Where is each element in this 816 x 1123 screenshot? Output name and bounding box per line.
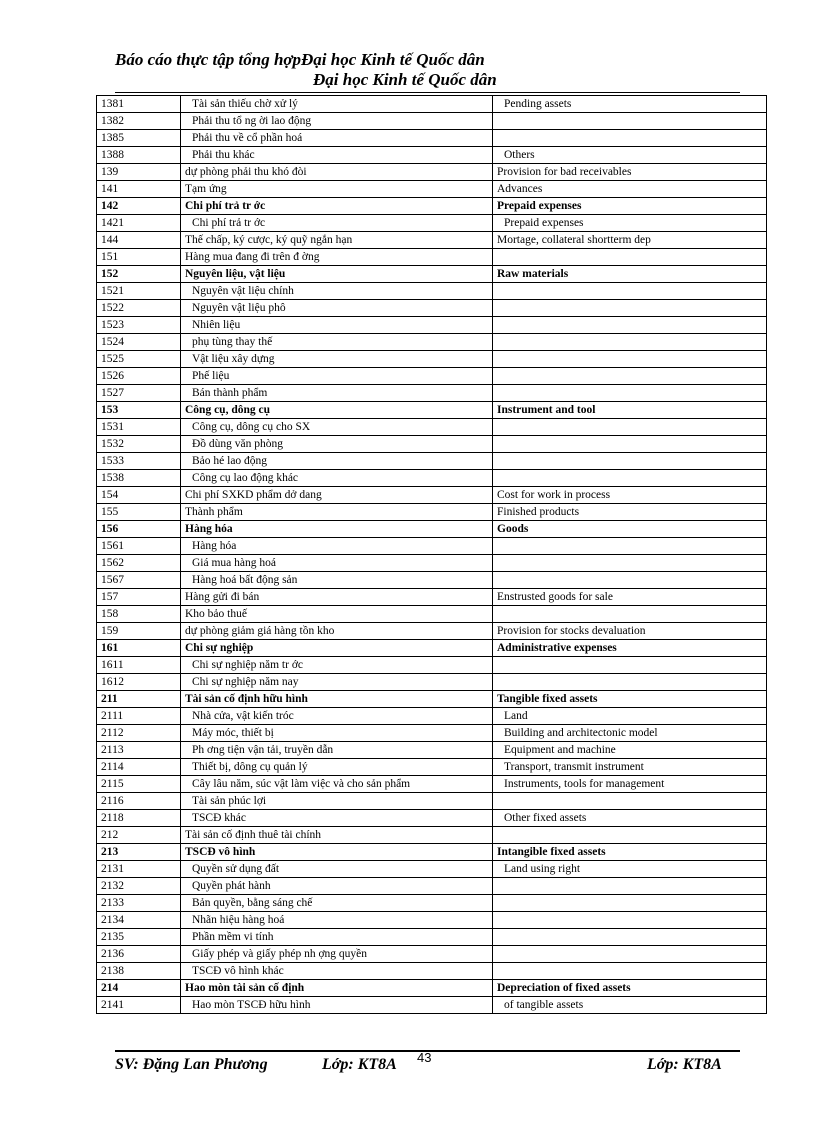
table-row bbox=[97, 232, 767, 249]
account-name-vn: Đồ dùng văn phòng bbox=[181, 436, 493, 453]
account-name-vn: Quyền phát hành bbox=[181, 878, 493, 895]
account-code: 151 bbox=[97, 249, 181, 266]
account-code: 213 bbox=[97, 844, 181, 861]
account-name-en bbox=[493, 929, 767, 946]
table-row bbox=[97, 980, 767, 997]
table-row bbox=[97, 181, 767, 198]
account-code: 2114 bbox=[97, 759, 181, 776]
account-name-vn: dự phòng phải thu khó đòi bbox=[181, 164, 493, 181]
account-name-en: Land using right bbox=[493, 861, 767, 878]
account-code: 2141 bbox=[97, 997, 181, 1014]
account-code: 142 bbox=[97, 198, 181, 215]
account-name-en bbox=[493, 113, 767, 130]
table-row bbox=[97, 776, 767, 793]
account-name-vn: Bản quyền, bằng sáng chế bbox=[181, 895, 493, 912]
table-row bbox=[97, 317, 767, 334]
account-name-vn: Công cụ lao động khác bbox=[181, 470, 493, 487]
account-name-en: Building and architectonic model bbox=[493, 725, 767, 742]
table-body bbox=[97, 96, 767, 1014]
account-name-vn: Nguyên liệu, vật liệu bbox=[181, 266, 493, 283]
table-row bbox=[97, 113, 767, 130]
table-row bbox=[97, 351, 767, 368]
account-code: 1526 bbox=[97, 368, 181, 385]
account-name-en bbox=[493, 283, 767, 300]
account-name-vn: Hao mòn tài sản cố định bbox=[181, 980, 493, 997]
account-name-en: Other fixed assets bbox=[493, 810, 767, 827]
class-label-right: Lớp: KT8A bbox=[647, 1056, 722, 1073]
table-row bbox=[97, 844, 767, 861]
table-row bbox=[97, 640, 767, 657]
account-code: 1385 bbox=[97, 130, 181, 147]
account-code: 2116 bbox=[97, 793, 181, 810]
account-code: 2133 bbox=[97, 895, 181, 912]
account-name-vn: Phải thu về cổ phần hoá bbox=[181, 130, 493, 147]
account-code: 2135 bbox=[97, 929, 181, 946]
report-title: Báo cáo thực tập tổng hợpĐại học Kinh tế Quốc dân bbox=[115, 50, 485, 69]
account-name-vn: Hàng mua đang đi trên đ ờng bbox=[181, 249, 493, 266]
table-row bbox=[97, 674, 767, 691]
account-code: 214 bbox=[97, 980, 181, 997]
table-row bbox=[97, 96, 767, 113]
account-name-vn: Ph ơng tiện vận tải, truyền dẫn bbox=[181, 742, 493, 759]
table-row bbox=[97, 572, 767, 589]
account-name-vn: Nguyên vật liệu chính bbox=[181, 283, 493, 300]
account-name-en bbox=[493, 674, 767, 691]
account-name-en bbox=[493, 385, 767, 402]
account-name-en: Advances bbox=[493, 181, 767, 198]
account-code: 155 bbox=[97, 504, 181, 521]
account-name-vn: Chi sự nghiệp bbox=[181, 640, 493, 657]
account-code: 211 bbox=[97, 691, 181, 708]
account-name-en bbox=[493, 572, 767, 589]
account-name-en: Equipment and machine bbox=[493, 742, 767, 759]
account-name-vn: Vật liệu xây dựng bbox=[181, 351, 493, 368]
account-name-en bbox=[493, 300, 767, 317]
account-name-vn: Chi phí trả tr ớc bbox=[181, 198, 493, 215]
account-name-vn: Bán thành phẩm bbox=[181, 385, 493, 402]
account-name-vn: Giá mua hàng hoá bbox=[181, 555, 493, 572]
table-row bbox=[97, 521, 767, 538]
account-code: 1531 bbox=[97, 419, 181, 436]
account-name-en: Depreciation of fixed assets bbox=[493, 980, 767, 997]
account-name-vn: Kho bảo thuế bbox=[181, 606, 493, 623]
account-name-vn: Phần mềm vi tính bbox=[181, 929, 493, 946]
account-name-en bbox=[493, 249, 767, 266]
account-code: 156 bbox=[97, 521, 181, 538]
account-name-vn: Tạm ứng bbox=[181, 181, 493, 198]
account-name-vn: Hàng gửi đi bán bbox=[181, 589, 493, 606]
account-code: 2132 bbox=[97, 878, 181, 895]
account-name-en bbox=[493, 419, 767, 436]
account-name-en bbox=[493, 878, 767, 895]
account-name-vn: TSCĐ vô hình khác bbox=[181, 963, 493, 980]
account-code: 141 bbox=[97, 181, 181, 198]
account-name-en: Instrument and tool bbox=[493, 402, 767, 419]
account-name-vn: Phải thu tổ ng ời lao động bbox=[181, 113, 493, 130]
account-code: 1612 bbox=[97, 674, 181, 691]
table-row bbox=[97, 946, 767, 963]
account-code: 2138 bbox=[97, 963, 181, 980]
account-code: 2111 bbox=[97, 708, 181, 725]
account-code: 1421 bbox=[97, 215, 181, 232]
account-name-en: Provision for bad receivables bbox=[493, 164, 767, 181]
account-name-vn: Nhiên liệu bbox=[181, 317, 493, 334]
header-divider bbox=[115, 92, 740, 93]
account-name-vn: phụ tùng thay thế bbox=[181, 334, 493, 351]
account-code: 1561 bbox=[97, 538, 181, 555]
account-name-en bbox=[493, 436, 767, 453]
account-code: 139 bbox=[97, 164, 181, 181]
table-row bbox=[97, 130, 767, 147]
account-code: 1533 bbox=[97, 453, 181, 470]
account-code: 2118 bbox=[97, 810, 181, 827]
table-row bbox=[97, 793, 767, 810]
account-name-vn: Quyền sử dụng đất bbox=[181, 861, 493, 878]
table-row bbox=[97, 164, 767, 181]
university-name: Đại học Kinh tế Quốc dân bbox=[313, 70, 497, 89]
account-name-vn: Tài sản phúc lợi bbox=[181, 793, 493, 810]
account-code: 2115 bbox=[97, 776, 181, 793]
account-name-vn: Chi phí SXKD phẩm dở dang bbox=[181, 487, 493, 504]
table-row bbox=[97, 385, 767, 402]
account-code: 2113 bbox=[97, 742, 181, 759]
account-code: 1523 bbox=[97, 317, 181, 334]
account-name-en bbox=[493, 827, 767, 844]
account-code: 1527 bbox=[97, 385, 181, 402]
account-name-vn: Nguyên vật liệu phô bbox=[181, 300, 493, 317]
chart-of-accounts-table bbox=[96, 95, 767, 1014]
account-code: 1567 bbox=[97, 572, 181, 589]
account-code: 1611 bbox=[97, 657, 181, 674]
table-row bbox=[97, 708, 767, 725]
table-row bbox=[97, 147, 767, 164]
account-name-vn: Phải thu khác bbox=[181, 147, 493, 164]
account-code: 1525 bbox=[97, 351, 181, 368]
table-row bbox=[97, 470, 767, 487]
account-code: 159 bbox=[97, 623, 181, 640]
table-row bbox=[97, 623, 767, 640]
account-name-en bbox=[493, 368, 767, 385]
account-name-en: Raw materials bbox=[493, 266, 767, 283]
account-name-en: Tangible fixed assets bbox=[493, 691, 767, 708]
table-row bbox=[97, 691, 767, 708]
table-row bbox=[97, 810, 767, 827]
account-name-en bbox=[493, 317, 767, 334]
account-name-en: Pending assets bbox=[493, 96, 767, 113]
table-row bbox=[97, 997, 767, 1014]
account-name-en bbox=[493, 606, 767, 623]
account-name-en: Mortage, collateral shortterm dep bbox=[493, 232, 767, 249]
table-row bbox=[97, 198, 767, 215]
table-row bbox=[97, 487, 767, 504]
account-name-vn: Thành phẩm bbox=[181, 504, 493, 521]
account-name-vn: Thế chấp, ký cược, ký quỹ ngắn hạn bbox=[181, 232, 493, 249]
account-name-en: Transport, transmit instrument bbox=[493, 759, 767, 776]
table-row bbox=[97, 300, 767, 317]
account-name-vn: Công cụ, dông cụ cho SX bbox=[181, 419, 493, 436]
table-row bbox=[97, 555, 767, 572]
table-row bbox=[97, 759, 767, 776]
account-code: 144 bbox=[97, 232, 181, 249]
account-name-en bbox=[493, 130, 767, 147]
account-name-en: Enstrusted goods for sale bbox=[493, 589, 767, 606]
table-row bbox=[97, 504, 767, 521]
table-row bbox=[97, 334, 767, 351]
account-code: 2131 bbox=[97, 861, 181, 878]
account-code: 1538 bbox=[97, 470, 181, 487]
account-code: 157 bbox=[97, 589, 181, 606]
account-name-en: Intangible fixed assets bbox=[493, 844, 767, 861]
table-row bbox=[97, 538, 767, 555]
account-name-vn: dự phòng giảm giá hàng tồn kho bbox=[181, 623, 493, 640]
table-row bbox=[97, 419, 767, 436]
account-name-en: Provision for stocks devaluation bbox=[493, 623, 767, 640]
account-name-vn: Công cụ, dông cụ bbox=[181, 402, 493, 419]
table-row bbox=[97, 878, 767, 895]
account-name-en bbox=[493, 555, 767, 572]
account-name-vn: TSCĐ khác bbox=[181, 810, 493, 827]
table-row bbox=[97, 249, 767, 266]
table-row bbox=[97, 827, 767, 844]
account-name-en: Others bbox=[493, 147, 767, 164]
table-row bbox=[97, 657, 767, 674]
table-row bbox=[97, 912, 767, 929]
table-row bbox=[97, 963, 767, 980]
account-name-en bbox=[493, 946, 767, 963]
page-number: 43 bbox=[417, 1050, 432, 1065]
account-code: 158 bbox=[97, 606, 181, 623]
account-name-en bbox=[493, 538, 767, 555]
account-code: 152 bbox=[97, 266, 181, 283]
account-code: 1562 bbox=[97, 555, 181, 572]
table-row bbox=[97, 861, 767, 878]
account-code: 153 bbox=[97, 402, 181, 419]
table-row bbox=[97, 368, 767, 385]
account-name-vn: Cây lâu năm, súc vật làm việc và cho sản phẩm bbox=[181, 776, 493, 793]
table-row bbox=[97, 606, 767, 623]
table-row bbox=[97, 283, 767, 300]
account-name-vn: Hàng hóa bbox=[181, 521, 493, 538]
table-row bbox=[97, 436, 767, 453]
table-row bbox=[97, 266, 767, 283]
account-name-vn: Chi phí trả tr ớc bbox=[181, 215, 493, 232]
account-name-en bbox=[493, 793, 767, 810]
account-code: 2134 bbox=[97, 912, 181, 929]
account-name-en: Land bbox=[493, 708, 767, 725]
account-code: 1521 bbox=[97, 283, 181, 300]
student-name: SV: Đặng Lan Phương bbox=[115, 1056, 268, 1073]
account-name-en: Administrative expenses bbox=[493, 640, 767, 657]
account-name-vn: Nhà cửa, vật kiến tróc bbox=[181, 708, 493, 725]
account-name-vn: Tài sản thiếu chờ xử lý bbox=[181, 96, 493, 113]
account-name-en: Instruments, tools for management bbox=[493, 776, 767, 793]
account-code: 1381 bbox=[97, 96, 181, 113]
account-code: 2112 bbox=[97, 725, 181, 742]
table-row bbox=[97, 402, 767, 419]
account-code: 1524 bbox=[97, 334, 181, 351]
account-name-vn: Chi sự nghiệp năm nay bbox=[181, 674, 493, 691]
account-code: 154 bbox=[97, 487, 181, 504]
account-name-vn: Giấy phép và giấy phép nh ợng quyền bbox=[181, 946, 493, 963]
table-row bbox=[97, 895, 767, 912]
account-name-vn: Tài sản cố định thuê tài chính bbox=[181, 827, 493, 844]
account-name-en bbox=[493, 895, 767, 912]
account-code: 2136 bbox=[97, 946, 181, 963]
class-label-left: Lớp: KT8A bbox=[322, 1056, 397, 1073]
account-name-en bbox=[493, 912, 767, 929]
account-code: 1388 bbox=[97, 147, 181, 164]
account-code: 161 bbox=[97, 640, 181, 657]
account-name-en: Finished products bbox=[493, 504, 767, 521]
account-code: 1522 bbox=[97, 300, 181, 317]
table-row bbox=[97, 929, 767, 946]
table-row bbox=[97, 589, 767, 606]
account-name-en bbox=[493, 963, 767, 980]
account-name-vn: Hao mòn TSCĐ hữu hình bbox=[181, 997, 493, 1014]
account-name-vn: Hàng hóa bbox=[181, 538, 493, 555]
account-name-vn: Phế liệu bbox=[181, 368, 493, 385]
account-name-en: Prepaid expenses bbox=[493, 198, 767, 215]
account-name-vn: Chi sự nghiệp năm tr ớc bbox=[181, 657, 493, 674]
account-name-vn: Tài sản cố định hữu hình bbox=[181, 691, 493, 708]
account-code: 1532 bbox=[97, 436, 181, 453]
account-name-en bbox=[493, 453, 767, 470]
account-name-en: Cost for work in process bbox=[493, 487, 767, 504]
account-name-en bbox=[493, 334, 767, 351]
account-name-en: of tangible assets bbox=[493, 997, 767, 1014]
account-name-vn: Thiết bị, dông cụ quản lý bbox=[181, 759, 493, 776]
table-row bbox=[97, 725, 767, 742]
account-name-en bbox=[493, 351, 767, 368]
table-row bbox=[97, 742, 767, 759]
account-code: 212 bbox=[97, 827, 181, 844]
account-name-vn: Bảo hé lao động bbox=[181, 453, 493, 470]
account-name-vn: Nhãn hiệu hàng hoá bbox=[181, 912, 493, 929]
account-name-en: Prepaid expenses bbox=[493, 215, 767, 232]
account-code: 1382 bbox=[97, 113, 181, 130]
table-row bbox=[97, 215, 767, 232]
account-name-vn: Máy móc, thiết bị bbox=[181, 725, 493, 742]
account-name-en: Goods bbox=[493, 521, 767, 538]
account-name-vn: TSCĐ vô hình bbox=[181, 844, 493, 861]
account-name-en bbox=[493, 470, 767, 487]
table-row bbox=[97, 453, 767, 470]
account-name-vn: Hàng hoá bất động sản bbox=[181, 572, 493, 589]
account-name-en bbox=[493, 657, 767, 674]
